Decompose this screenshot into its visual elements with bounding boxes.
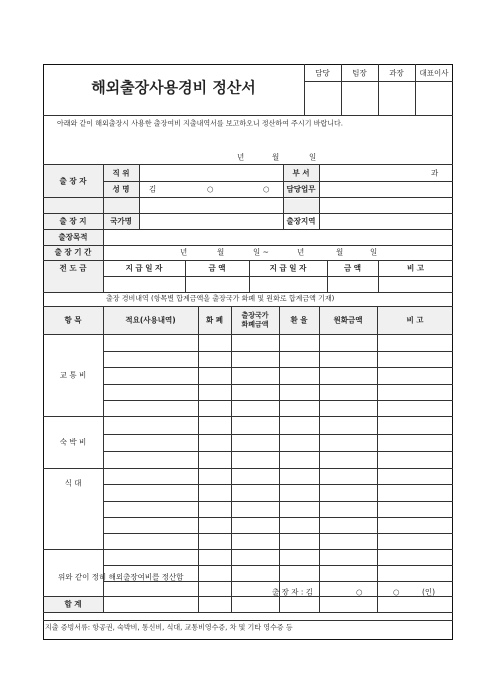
table-cell[interactable]: [199, 435, 231, 451]
dept-suffix: 과: [431, 168, 439, 178]
table-cell[interactable]: [104, 352, 198, 367]
rank-field[interactable]: [140, 165, 283, 181]
period-month-2: 월: [336, 247, 344, 257]
table-cell[interactable]: [104, 582, 198, 596]
table-cell[interactable]: [232, 485, 279, 501]
table-cell[interactable]: [320, 502, 377, 517]
table-cell[interactable]: [199, 582, 231, 596]
date-month: 월: [272, 152, 280, 162]
total-row: [103, 596, 453, 612]
table-cell[interactable]: [104, 401, 198, 416]
table-cell[interactable]: [199, 368, 231, 384]
advance-header-amount-1: 금 액: [208, 263, 226, 273]
table-cell[interactable]: [104, 534, 198, 549]
rank-label: 직 위: [112, 168, 130, 178]
table-row: [103, 533, 453, 549]
table-cell[interactable]: [104, 452, 198, 468]
table-header-krw-amount: 원화금액: [333, 315, 363, 325]
table-cell[interactable]: [280, 518, 319, 533]
approval-sign-team-leader[interactable]: [342, 82, 378, 115]
category-meals: 식 대: [64, 478, 82, 488]
table-cell[interactable]: [320, 534, 377, 549]
total-label: 합 계: [64, 599, 82, 609]
table-cell[interactable]: [280, 401, 319, 416]
table-header-item: 항 목: [64, 315, 82, 325]
table-cell[interactable]: [199, 518, 231, 533]
table-row: [103, 434, 453, 451]
advance-header-date-1: 지 급 일 자: [125, 263, 163, 273]
advance-amount-1-field[interactable]: [186, 277, 249, 292]
approval-label-team-leader: 팀장: [352, 68, 367, 78]
table-header-rate: 환 율: [290, 315, 308, 325]
intro-text: 아래와 같이 해외출장시 사용한 출장여비 지출내역서를 보고하오니 정산하여 주시기 바랍니다.: [57, 119, 343, 128]
table-cell[interactable]: [232, 534, 279, 549]
table-header-note: 비 고: [406, 315, 424, 325]
table-cell[interactable]: [378, 469, 453, 484]
table-row: [103, 400, 453, 416]
table-cell[interactable]: [378, 485, 453, 501]
purpose-field[interactable]: [104, 230, 452, 245]
advance-header-note: 비 고: [406, 263, 425, 273]
table-cell[interactable]: [378, 518, 453, 533]
closing-circle-2: ○: [393, 587, 400, 597]
table-cell[interactable]: [378, 452, 453, 468]
advance-amount-2-field[interactable]: [328, 277, 378, 292]
table-cell[interactable]: [320, 435, 377, 451]
duty-field[interactable]: [320, 182, 452, 197]
table-cell[interactable]: [320, 518, 377, 533]
table-cell[interactable]: [378, 435, 453, 451]
advance-header-date-2: 지 급 일 자: [269, 263, 307, 273]
advance-label: 전 도 금: [59, 263, 87, 273]
table-cell[interactable]: [280, 352, 319, 367]
table-cell[interactable]: [232, 566, 279, 581]
table-cell[interactable]: [199, 452, 231, 468]
table-cell[interactable]: [104, 518, 198, 533]
table-cell[interactable]: [199, 550, 231, 565]
table-cell[interactable]: [280, 385, 319, 400]
approval-sign-ceo[interactable]: [416, 82, 452, 115]
period-label: 출 장 기 간: [54, 247, 92, 257]
period-day-2: 일: [370, 247, 378, 257]
table-row: [103, 367, 453, 384]
destination-label: 출 장 지: [59, 216, 87, 226]
closing-signer: 출 장 자 : 김: [272, 587, 314, 597]
table-cell[interactable]: [104, 335, 198, 351]
table-cell[interactable]: [232, 417, 279, 434]
table-cell[interactable]: [280, 485, 319, 501]
approval-label-ceo: 대표이사: [419, 68, 449, 78]
closing-statement: 위와 같이 정히 해외출장여비를 정산함: [58, 572, 184, 582]
table-cell[interactable]: [378, 401, 453, 416]
name-circle-2: ○: [263, 184, 270, 194]
table-cell[interactable]: [232, 469, 279, 484]
table-cell[interactable]: [104, 435, 198, 451]
table-cell[interactable]: [232, 335, 279, 351]
table-cell[interactable]: [232, 385, 279, 400]
table-cell[interactable]: [320, 352, 377, 367]
table-row: [103, 468, 453, 484]
approval-sign-section-chief[interactable]: [379, 82, 415, 115]
table-cell[interactable]: [280, 534, 319, 549]
table-cell[interactable]: [199, 385, 231, 400]
country-label: 국가명: [110, 216, 132, 226]
duty-label: 담당업무: [286, 184, 316, 194]
table-cell[interactable]: [280, 452, 319, 468]
table-cell[interactable]: [320, 401, 377, 416]
name-value: 김: [149, 184, 157, 194]
table-cell[interactable]: [104, 550, 198, 565]
period-year-1: 년: [180, 247, 188, 257]
closing-seal: (인): [422, 587, 436, 597]
table-cell[interactable]: [378, 352, 453, 367]
table-cell[interactable]: [199, 335, 231, 351]
table-cell[interactable]: [280, 502, 319, 517]
table-cell[interactable]: [280, 550, 319, 565]
dept-label: 부 서: [292, 168, 310, 178]
table-header-foreign-amount: 출장국가 화폐금액: [241, 311, 269, 328]
table-cell[interactable]: [320, 335, 377, 351]
table-row: [103, 351, 453, 367]
table-cell[interactable]: [320, 582, 377, 596]
table-cell[interactable]: [320, 385, 377, 400]
region-label: 출장지역: [286, 216, 316, 226]
table-cell[interactable]: [104, 385, 198, 400]
table-cell[interactable]: [232, 452, 279, 468]
region-field[interactable]: [320, 214, 452, 229]
table-cell[interactable]: [280, 417, 319, 434]
table-cell[interactable]: [320, 550, 377, 565]
table-cell[interactable]: [199, 502, 231, 517]
date-year: 년: [237, 152, 245, 162]
total-cell[interactable]: [320, 597, 377, 612]
table-cell[interactable]: [280, 435, 319, 451]
table-cell[interactable]: [104, 368, 198, 384]
table-row: [103, 451, 453, 468]
total-cell[interactable]: [378, 597, 453, 612]
table-cell[interactable]: [378, 368, 453, 384]
advance-note-field[interactable]: [379, 277, 452, 292]
table-cell[interactable]: [280, 566, 319, 581]
approval-sign-staff[interactable]: [305, 82, 341, 115]
table-cell[interactable]: [104, 502, 198, 517]
name-circle-1: ○: [207, 184, 214, 194]
table-header-currency: 화 폐: [205, 315, 224, 325]
table-cell[interactable]: [199, 469, 231, 484]
table-cell[interactable]: [232, 518, 279, 533]
table-cell[interactable]: [378, 385, 453, 400]
table-cell[interactable]: [280, 335, 319, 351]
settlement-form: [43, 64, 453, 639]
traveler-label: 출 장 자: [59, 176, 87, 186]
table-cell[interactable]: [199, 352, 231, 367]
table-cell[interactable]: [280, 368, 319, 384]
table-row: [103, 549, 453, 565]
table-cell[interactable]: [378, 534, 453, 549]
table-cell[interactable]: [199, 534, 231, 549]
table-cell[interactable]: [320, 417, 377, 434]
purpose-label: 출장목적: [58, 232, 88, 242]
table-cell[interactable]: [378, 582, 453, 596]
table-cell[interactable]: [232, 352, 279, 367]
approval-label-staff: 담당: [315, 68, 330, 78]
table-cell[interactable]: [232, 401, 279, 416]
category-transport: 교 통 비: [59, 370, 87, 380]
period-day-1: 일 ~: [253, 247, 269, 257]
table-cell[interactable]: [280, 469, 319, 484]
advance-date-1-field[interactable]: [104, 277, 185, 292]
table-cell[interactable]: [320, 452, 377, 468]
table-row: [103, 334, 453, 351]
form-title: 해외출장사용경비 정산서: [91, 78, 256, 97]
approval-label-section-chief: 과장: [389, 68, 404, 78]
table-cell[interactable]: [104, 469, 198, 484]
table-cell[interactable]: [232, 550, 279, 565]
period-month-1: 월: [217, 247, 225, 257]
table-cell[interactable]: [320, 485, 377, 501]
table-row: [103, 501, 453, 517]
table-cell[interactable]: [104, 417, 198, 434]
table-cell[interactable]: [232, 368, 279, 384]
period-year-2: 년: [297, 247, 305, 257]
advance-header-amount-2: 금 액: [343, 263, 362, 273]
total-cell[interactable]: [199, 597, 231, 612]
table-header-description: 적요(사용내역): [125, 315, 176, 325]
table-cell[interactable]: [199, 566, 231, 581]
table-cell[interactable]: [104, 485, 198, 501]
table-cell[interactable]: [378, 550, 453, 565]
date-day: 일: [309, 152, 317, 162]
table-cell[interactable]: [232, 502, 279, 517]
table-cell[interactable]: [378, 502, 453, 517]
closing-circle-1: ○: [356, 587, 363, 597]
table-row: [103, 517, 453, 533]
table-cell[interactable]: [320, 469, 377, 484]
category-lodging: 숙 박 비: [59, 437, 87, 447]
advance-date-2-field[interactable]: [250, 277, 327, 292]
name-label: 성 명: [112, 184, 130, 194]
table-cell[interactable]: [378, 335, 453, 351]
table-cell[interactable]: [378, 417, 453, 434]
total-cell[interactable]: [104, 597, 198, 612]
total-cell[interactable]: [280, 597, 319, 612]
table-cell[interactable]: [199, 485, 231, 501]
footer-note: 지출 증빙서류: 항공권, 숙박비, 통신비, 식대, 교통비영수증, 차 및 기타 영수증 등: [45, 623, 293, 632]
country-field[interactable]: [140, 214, 283, 229]
table-cell[interactable]: [199, 401, 231, 416]
table-row: [103, 416, 453, 434]
table-row: [103, 484, 453, 501]
table-cell[interactable]: [378, 566, 453, 581]
table-row: [103, 384, 453, 400]
table-cell[interactable]: [199, 417, 231, 434]
total-cell[interactable]: [232, 597, 279, 612]
table-cell[interactable]: [320, 368, 377, 384]
table-cell[interactable]: [232, 435, 279, 451]
expense-caption: 출장 경비내역 (항목별 합계금액을 출장국가 화폐 및 원화로 합계금액 기재): [106, 294, 335, 303]
table-cell[interactable]: [320, 566, 377, 581]
